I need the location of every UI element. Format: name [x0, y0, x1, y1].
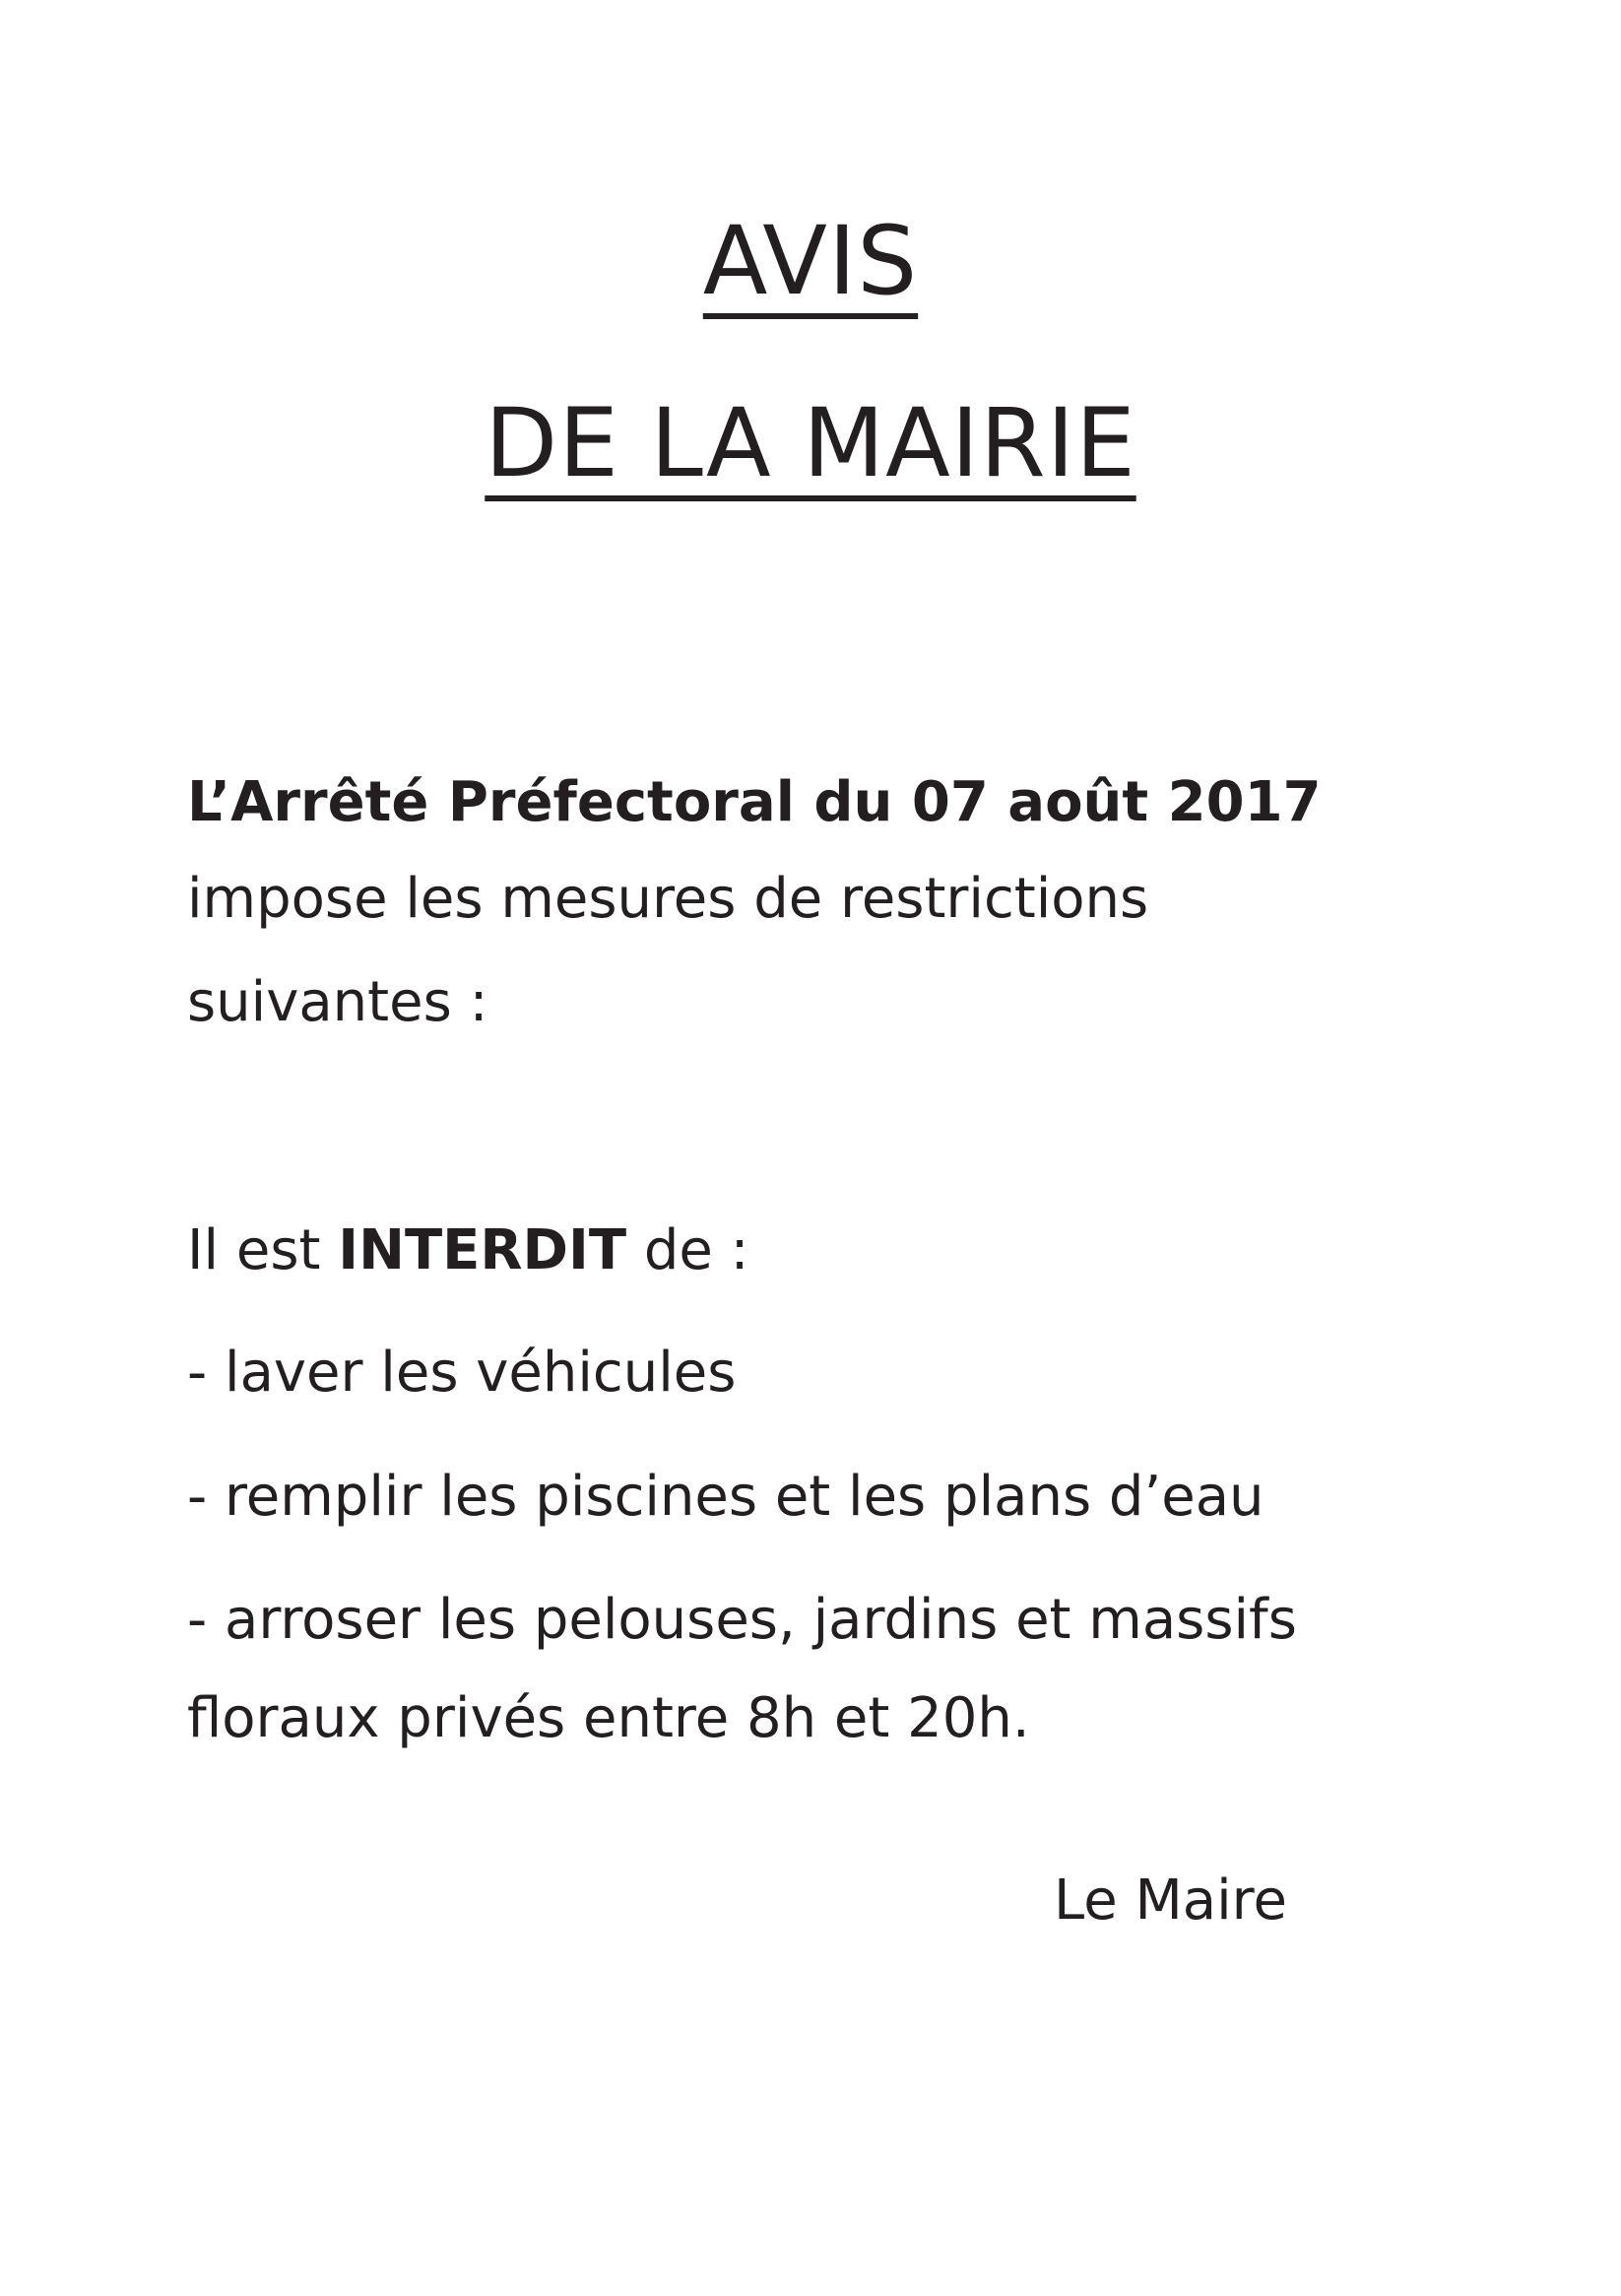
intro-text-line-2: suivantes :	[187, 970, 488, 1034]
notice-title-avis: AVIS	[702, 206, 919, 316]
intro-text-line-1: impose les mesures de restrictions	[187, 867, 1149, 931]
notice-title-de-la-mairie: DE LA MAIRIE	[485, 388, 1136, 498]
prohibition-statement	[187, 1202, 1467, 1300]
prohibited-item-watering-line-1: - arroser les pelouses, jardins et massifs	[187, 1588, 1297, 1652]
prohibited-item-fill-pools: - remplir les piscines et les plans d’eau	[187, 1465, 1264, 1529]
signature-mayor: Le Maire	[1054, 1869, 1287, 1933]
prohibition-suffix: de :	[626, 1218, 749, 1282]
prohibition-keyword: INTERDIT	[338, 1218, 627, 1282]
decree-reference: L’Arrêté Préfectoral du 07 août 2017	[187, 770, 1322, 834]
prohibited-item-wash-vehicles: - laver les véhicules	[187, 1341, 737, 1405]
prohibition-prefix: Il est	[187, 1218, 339, 1282]
prohibited-item-watering-line-2: floraux privés entre 8h et 20h.	[187, 1686, 1030, 1750]
